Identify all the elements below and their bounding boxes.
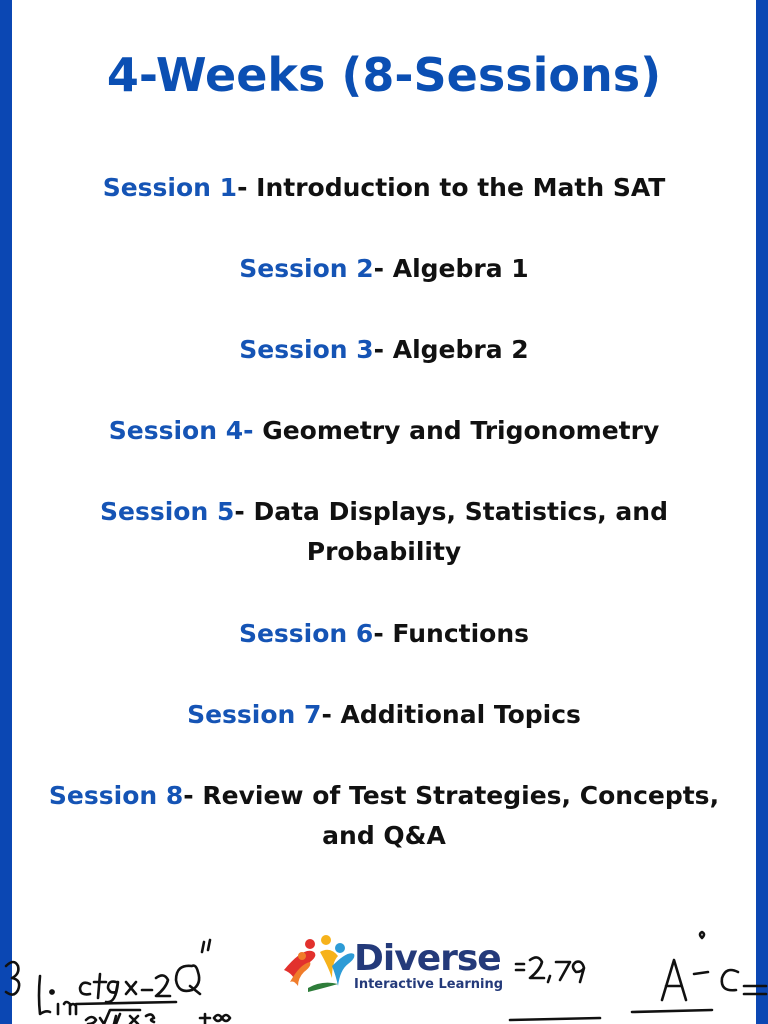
session-label: Session 4- xyxy=(108,416,254,445)
session-label: Session 8 xyxy=(48,781,184,810)
session-topic: - Introduction to the Math SAT xyxy=(237,173,666,202)
session-topic: Geometry and Trigonometry xyxy=(253,416,660,445)
session-item-8 xyxy=(30,776,738,856)
session-label: Session 7 xyxy=(187,700,322,729)
session-topic: - Algebra 1 xyxy=(373,254,529,283)
session-item-6 xyxy=(30,614,738,654)
session-item-4 xyxy=(30,411,738,451)
logo-wordmark xyxy=(354,940,503,992)
session-item-2 xyxy=(30,249,738,289)
right-border-bar xyxy=(756,0,768,1024)
session-topic: - Algebra 2 xyxy=(373,335,529,364)
session-label: Session 6 xyxy=(238,619,374,648)
session-topic: - Functions xyxy=(373,619,530,648)
session-label: Session 3 xyxy=(239,335,374,364)
session-topic: - Review of Test Strategies, Concepts, and Q&A xyxy=(183,781,720,850)
session-topic: - Additional Topics xyxy=(321,700,581,729)
session-label: Session 1 xyxy=(102,173,238,202)
logo-tagline: Interactive Learning xyxy=(354,977,504,992)
session-item-3 xyxy=(30,330,738,370)
session-item-1 xyxy=(30,168,738,208)
left-border-bar xyxy=(0,0,12,1024)
session-label: Session 5 xyxy=(100,497,235,526)
session-topic: - Data Displays, Statistics, and Probability xyxy=(234,497,668,566)
page-title: 4-Weeks (8-Sessions) xyxy=(106,48,662,102)
session-item-5 xyxy=(30,492,738,572)
session-label: Session 2 xyxy=(239,254,374,283)
logo-name: Diverse xyxy=(354,938,501,979)
session-item-7 xyxy=(30,695,738,735)
